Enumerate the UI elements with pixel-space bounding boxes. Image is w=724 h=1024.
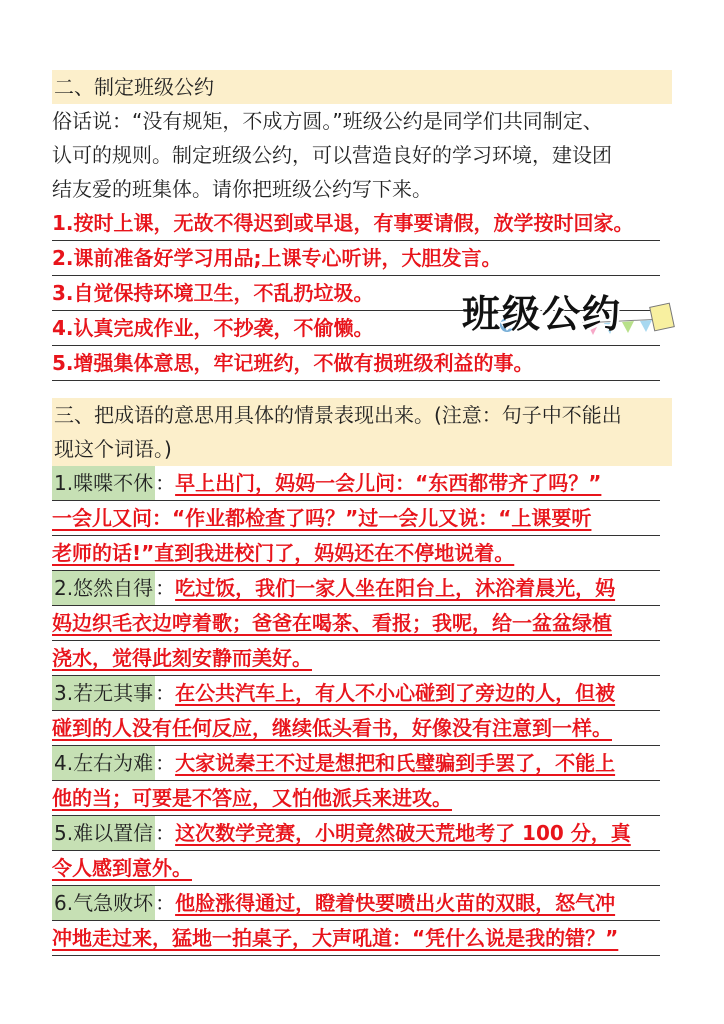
- idiom-label: 5.难以置信: [52, 816, 155, 850]
- idiom-answer-text: 在公共汽车上，有人不小心碰到了旁边的人，但被: [175, 681, 616, 705]
- section-heading: 二、制定班级公约: [52, 70, 672, 104]
- idiom-answer-text: 冲地走过来，猛地一拍桌子，大声吼道：“凭什么说是我的错？”: [52, 926, 619, 950]
- idiom-answer-text: 他的当；可要是不答应，又怕他派兵来进攻。: [52, 786, 452, 810]
- idiom-item: [52, 746, 660, 781]
- idiom-answer-text: 一会儿又问：“作业都检查了吗？”过一会儿又说：“上课要听: [52, 506, 592, 530]
- idiom-item: [52, 886, 660, 921]
- idiom-item: [52, 816, 660, 851]
- colon: ：: [155, 891, 176, 915]
- idiom-answer-text: 他脸涨得通过，瞪着快要喷出火苗的双眼，怒气冲: [175, 891, 616, 915]
- idiom-label: 1.喋喋不休: [52, 466, 155, 500]
- idiom-answer-text: 碰到的人没有任何反应，继续低头看书，好像没有注意到一样。: [52, 716, 612, 740]
- idiom-item-continuation: [52, 711, 660, 746]
- idiom-item: [52, 676, 660, 711]
- idiom-item-continuation: [52, 641, 660, 676]
- idiom-answer-text: 浇水，觉得此刻安静而美好。: [52, 646, 312, 670]
- colon: ：: [155, 576, 176, 600]
- idiom-item-continuation: [52, 606, 660, 641]
- rule-line: 2.课前准备好学习用品;上课专心听讲，大胆发言。: [52, 241, 660, 276]
- idiom-item-continuation: [52, 536, 660, 571]
- idiom-item-continuation: [52, 781, 660, 816]
- decoration-title: 班级公约: [462, 292, 623, 336]
- colon: ：: [155, 821, 176, 845]
- idiom-label: 2.悠然自得: [52, 571, 155, 605]
- idiom-list: [52, 466, 672, 956]
- idiom-item-continuation: [52, 851, 660, 886]
- idiom-answer-text: 老师的话!”直到我进校门了，妈妈还在不停地说着。: [52, 541, 515, 565]
- class-rules-decoration-image: [462, 283, 677, 339]
- section-heading: 现这个词语。): [52, 432, 672, 466]
- idiom-answer-text: 这次数学竞赛，小明竟然破天荒地考了 100 分，真: [175, 821, 631, 845]
- idiom-item-continuation: [52, 501, 660, 536]
- colon: ：: [155, 471, 176, 495]
- idiom-answer-text: 吃过饭，我们一家人坐在阳台上，沐浴着晨光，妈: [175, 576, 616, 600]
- intro-line: 俗话说：“没有规矩，不成方圆。”班级公约是同学们共同制定、: [52, 109, 603, 133]
- idiom-label: 6.气急败坏: [52, 886, 155, 920]
- rule-line: 3.自觉保持环境卫生，不乱扔垃圾。: [52, 276, 660, 311]
- intro-line: 结友爱的班集体。请你把班级公约写下来。: [52, 177, 432, 201]
- colon: ：: [155, 751, 176, 775]
- idiom-item-continuation: [52, 921, 660, 956]
- idiom-answer-text: 妈边织毛衣边哼着歌；爸爸在喝茶、看报；我呢，给一盆盆绿植: [52, 611, 612, 635]
- intro-line: 认可的规则。制定班级公约，可以营造良好的学习环境，建设团: [52, 143, 612, 167]
- colon: ：: [155, 681, 176, 705]
- rule-line: 4.认真完成作业，不抄袭，不偷懒。: [52, 311, 660, 346]
- rule-line: 5.增强集体意思，牢记班约，不做有损班级利益的事。: [52, 346, 660, 381]
- idiom-answer-text: 大家说秦王不过是想把和氏璧骗到手罢了，不能上: [175, 751, 616, 775]
- rule-line: 1.按时上课，无故不得迟到或早退，有事要请假，放学按时回家。: [52, 206, 660, 241]
- idiom-answer-text: 令人感到意外。: [52, 856, 192, 880]
- idiom-label: 4.左右为难: [52, 746, 155, 780]
- section-heading: 三、把成语的意思用具体的情景表现出来。(注意：句子中不能出: [52, 398, 672, 432]
- section-idioms: [52, 398, 672, 956]
- idiom-item: [52, 466, 660, 501]
- idiom-label: 3.若无其事: [52, 676, 155, 710]
- idiom-answer-text: 早上出门，妈妈一会儿问：“东西都带齐了吗？”: [175, 471, 602, 495]
- idiom-item: [52, 571, 660, 606]
